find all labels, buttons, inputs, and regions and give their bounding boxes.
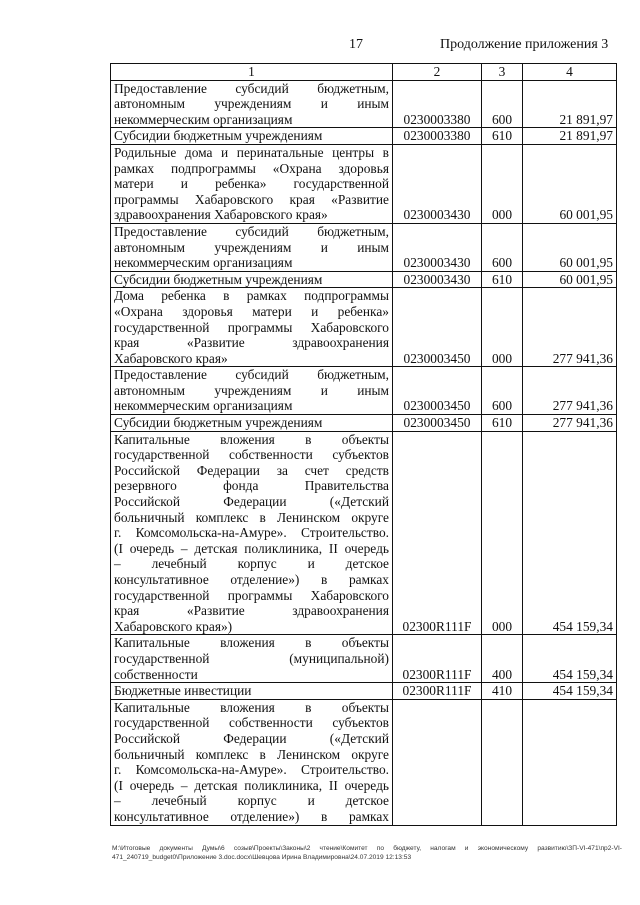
- target-item-code: 02300R111F: [393, 635, 482, 683]
- target-item-code: 0230003380: [393, 128, 482, 145]
- column-header-1: 1: [111, 64, 393, 81]
- description-line: автономным учреждениям и иным: [114, 239, 389, 255]
- target-item-code: 0230003450: [393, 288, 482, 367]
- target-item-code: [393, 699, 482, 825]
- description-line: больничный комплекс в Ленинском округе: [114, 746, 389, 762]
- page-number: 17: [349, 37, 363, 52]
- row-amount: 21 891,97: [523, 80, 617, 128]
- description-line: Дома ребенка в рамках подпрограммы: [114, 288, 389, 304]
- table-row: [111, 431, 617, 635]
- target-item-code: 0230003450: [393, 367, 482, 415]
- description-line: больничный комплекс в Ленинском округе: [114, 509, 389, 525]
- table-row: [111, 367, 617, 415]
- row-description: [111, 144, 393, 223]
- row-amount: 454 159,34: [523, 683, 617, 700]
- description-line: Капитальные вложения в объекты: [114, 431, 389, 447]
- description-line: государственной собственности субъектов: [114, 447, 389, 463]
- expense-type-code: 000: [482, 288, 523, 367]
- description-line: (I очередь – детская поликлиника, II очередь: [114, 540, 389, 556]
- expense-type-code: 600: [482, 367, 523, 415]
- description-line: государственной программы Хабаровского: [114, 587, 389, 603]
- description-line: Хабаровского края»: [114, 350, 228, 366]
- column-header-3: 3: [482, 64, 523, 81]
- target-item-code: 0230003430: [393, 271, 482, 288]
- row-description: [111, 128, 393, 145]
- column-header-4: 4: [523, 64, 617, 81]
- description-line: собственности: [114, 666, 198, 682]
- description-line: Родильные дома и перинатальные центры в: [114, 144, 389, 160]
- row-description: [111, 635, 393, 683]
- target-item-code: 0230003430: [393, 144, 482, 223]
- row-amount: 454 159,34: [523, 431, 617, 635]
- description-line: Субсидии бюджетным учреждениям: [114, 128, 323, 144]
- row-description: [111, 699, 393, 825]
- row-description: [111, 431, 393, 635]
- appendix-table: [110, 63, 617, 826]
- description-line: (I очередь – детская поликлиника, II очередь: [114, 777, 389, 793]
- row-amount: 454 159,34: [523, 635, 617, 683]
- row-description: [111, 80, 393, 128]
- table-row: [111, 271, 617, 288]
- table-row: [111, 415, 617, 432]
- table-row: [111, 223, 617, 271]
- row-description: [111, 367, 393, 415]
- row-description: [111, 223, 393, 271]
- description-line: рамках подпрограммы «Охрана здоровья: [114, 160, 389, 176]
- description-line: г. Комсомольска-на-Амуре». Строительство.: [114, 525, 389, 541]
- row-amount: 277 941,36: [523, 367, 617, 415]
- description-line: Капитальные вложения в объекты: [114, 699, 389, 715]
- table-row: [111, 144, 617, 223]
- row-amount: 60 001,95: [523, 271, 617, 288]
- description-line: Предоставление субсидий бюджетным,: [114, 367, 389, 383]
- description-line: Предоставление субсидий бюджетным,: [114, 80, 389, 96]
- description-line: Субсидии бюджетным учреждениям: [114, 271, 323, 287]
- row-description: [111, 415, 393, 432]
- target-item-code: 0230003430: [393, 223, 482, 271]
- continuation-label: Продолжение приложения 3: [440, 37, 609, 52]
- expense-type-code: 600: [482, 80, 523, 128]
- table-row: [111, 80, 617, 128]
- expense-type-code: [482, 699, 523, 825]
- description-line: Российской Федерации («Детский: [114, 494, 389, 510]
- description-line: консультативное отделение») в рамках: [114, 572, 389, 587]
- row-description: [111, 288, 393, 367]
- row-amount: [523, 699, 617, 825]
- file-path-footer: М:\Итоговые документы Думы\6 созыв\Проекты\Законы\2 чтение\Комитет по бюджету, налогам и экономическому развитию\ЗП-VI-471\пр2-VI-471_240719_budget0\Приложение 3.doc.docx\Шевцова Ирина Владимировна\24.07.2019 12:13:53: [112, 845, 622, 861]
- expense-type-code: 610: [482, 128, 523, 145]
- description-line: некоммерческим организациям: [114, 111, 293, 127]
- expense-type-code: 610: [482, 415, 523, 432]
- table-row: [111, 683, 617, 700]
- expense-type-code: 400: [482, 635, 523, 683]
- description-line: некоммерческим организациям: [114, 255, 293, 271]
- expense-type-code: 610: [482, 271, 523, 288]
- column-header-2: 2: [393, 64, 482, 81]
- description-line: Бюджетные инвестиции: [114, 683, 252, 699]
- table-row: [111, 635, 617, 683]
- description-line: программы Хабаровского края «Развитие: [114, 191, 389, 207]
- target-item-code: 0230003380: [393, 80, 482, 128]
- row-amount: 277 941,36: [523, 415, 617, 432]
- table-header-row: [111, 64, 617, 81]
- description-line: – лечебный корпус и детское: [114, 793, 389, 809]
- description-line: «Охрана здоровья матери и ребенка»: [114, 303, 389, 319]
- row-description: [111, 683, 393, 700]
- description-line: некоммерческим организациям: [114, 398, 293, 414]
- description-line: автономным учреждениям и иным: [114, 382, 389, 398]
- description-line: резервного фонда Правительства: [114, 478, 389, 494]
- row-description: [111, 271, 393, 288]
- expense-type-code: 000: [482, 431, 523, 635]
- description-line: – лечебный корпус и детское: [114, 556, 389, 572]
- description-line: края «Развитие здравоохранения: [114, 603, 389, 619]
- description-line: государственной (муниципальной): [114, 650, 389, 666]
- description-line: государственной программы Хабаровского: [114, 319, 389, 335]
- description-line: государственной собственности субъектов: [114, 715, 389, 731]
- description-line: автономным учреждениям и иным: [114, 96, 389, 112]
- description-line: Российской Федерации («Детский: [114, 730, 389, 746]
- description-line: края «Развитие здравоохранения: [114, 335, 389, 351]
- expense-type-code: 600: [482, 223, 523, 271]
- description-line: Предоставление субсидий бюджетным,: [114, 223, 389, 239]
- description-line: г. Комсомольска-на-Амуре». Строительство.: [114, 762, 389, 778]
- description-line: Хабаровского края»): [114, 618, 233, 634]
- expense-type-code: 410: [482, 683, 523, 700]
- description-line: Российской Федерации за счет средств: [114, 462, 389, 478]
- description-line: Субсидии бюджетным учреждениям: [114, 415, 323, 431]
- target-item-code: 02300R111F: [393, 431, 482, 635]
- target-item-code: 0230003450: [393, 415, 482, 432]
- table-body: [111, 64, 617, 826]
- row-amount: 277 941,36: [523, 288, 617, 367]
- table-row: [111, 699, 617, 825]
- description-line: здравоохранения Хабаровского края»: [114, 207, 328, 223]
- table-row: [111, 128, 617, 145]
- description-line: матери и ребенка» государственной: [114, 176, 389, 192]
- row-amount: 21 891,97: [523, 128, 617, 145]
- target-item-code: 02300R111F: [393, 683, 482, 700]
- row-amount: 60 001,95: [523, 144, 617, 223]
- expense-type-code: 000: [482, 144, 523, 223]
- table-row: [111, 288, 617, 367]
- row-amount: 60 001,95: [523, 223, 617, 271]
- description-line: консультативное отделение») в рамках: [114, 808, 389, 824]
- description-line: Капитальные вложения в объекты: [114, 635, 389, 651]
